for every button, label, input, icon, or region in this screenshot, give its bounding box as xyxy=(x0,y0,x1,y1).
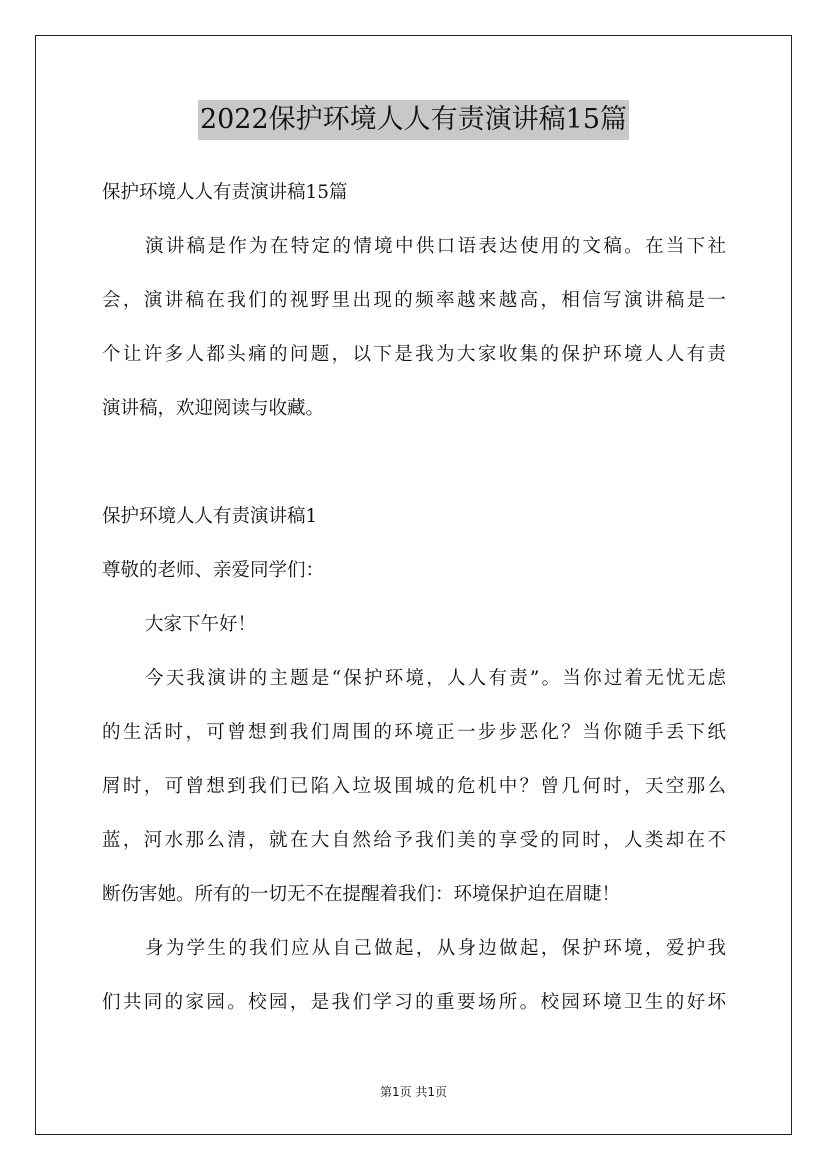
paragraph1-line-2: 的生活时，可曾想到我们周围的环境正一步步恶化？当你随手丢下纸 xyxy=(102,722,726,743)
paragraph1-line-1: 今天我演讲的主题是“保护环境，人人有责”。当你过着无忧无虑 xyxy=(145,668,726,689)
intro-line-3: 个让许多人都头痛的问题，以下是我为大家收集的保护环境人人有责 xyxy=(102,344,726,365)
section-heading: 保护环境人人有责演讲稿1 xyxy=(102,506,318,527)
paragraph1-line-3: 屑时，可曾想到我们已陷入垃圾围城的危机中？曾几何时，天空那么 xyxy=(102,776,726,797)
paragraph1-line-4: 蓝，河水那么清，就在大自然给予我们美的享受的同时，人类却在不 xyxy=(102,830,726,851)
paragraph1-line-5: 断伤害她。所有的一切无不在提醒着我们：环境保护迫在眉睫！ xyxy=(102,884,621,905)
paragraph2-line-1: 身为学生的我们应从自己做起，从身边做起，保护环境，爱护我 xyxy=(145,938,726,959)
intro-line-1: 演讲稿是作为在特定的情境中供口语表达使用的文稿。在当下社 xyxy=(145,236,726,257)
title-container xyxy=(0,100,827,140)
intro-line-4: 演讲稿，欢迎阅读与收藏。 xyxy=(102,398,325,419)
paragraph2-line-2: 们共同的家园。校园，是我们学习的重要场所。校园环境卫生的好坏 xyxy=(102,992,726,1013)
greeting: 大家下午好！ xyxy=(145,614,257,635)
page-number-footer: 第1页 共1页 xyxy=(379,1085,448,1099)
document-subtitle: 保护环境人人有责演讲稿15篇 xyxy=(102,182,348,203)
salutation: 尊敬的老师、亲爱同学们： xyxy=(102,560,325,581)
document-title: 2022保护环境人人有责演讲稿15篇 xyxy=(198,100,629,140)
intro-line-2: 会，演讲稿在我们的视野里出现的频率越来越高，相信写演讲稿是一 xyxy=(102,290,726,311)
